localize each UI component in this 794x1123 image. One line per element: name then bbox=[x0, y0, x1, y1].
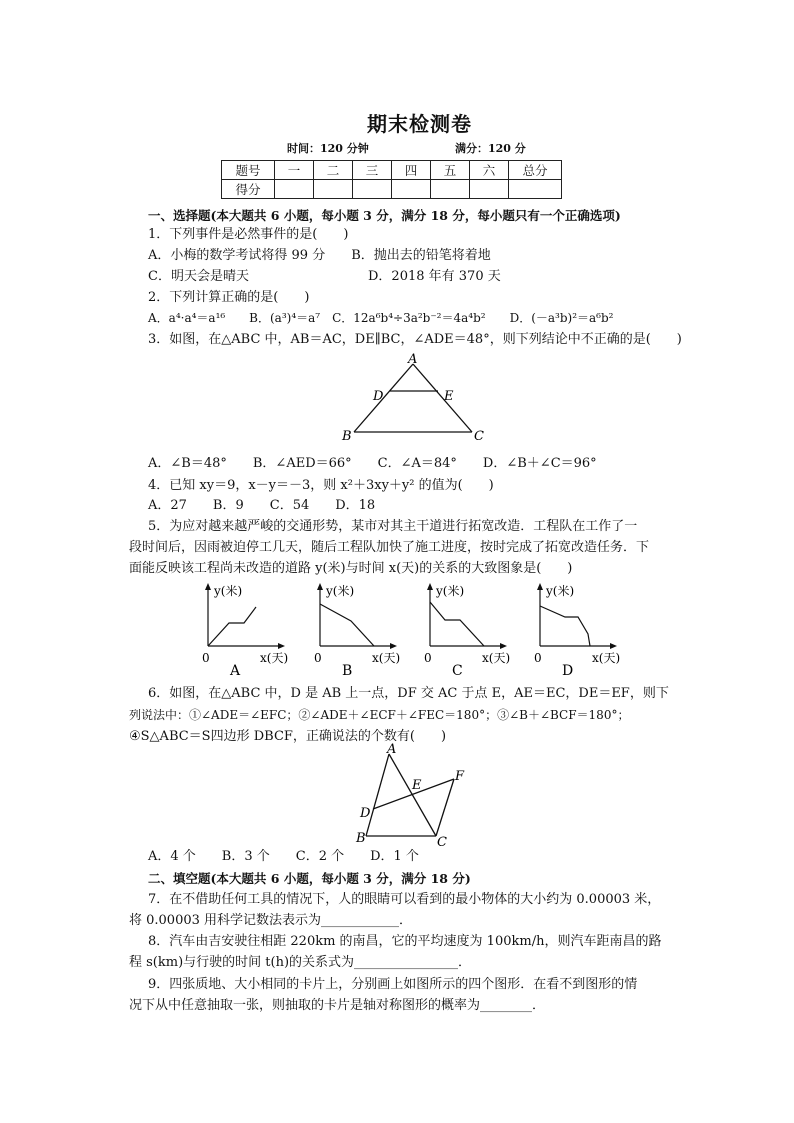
q1-options: A．小梅的数学考试将得 99 分 B．抛出去的铅笔将着地 bbox=[148, 248, 491, 263]
q5-line2: 段时间后，因雨被迫停工几天，随后工程队加快了施工进度，按时完成了拓宽改造任务．下 bbox=[129, 540, 650, 555]
score-input-cell[interactable] bbox=[509, 180, 562, 199]
q1-stem: 1．下列事件是必然事件的是( ) bbox=[148, 227, 349, 242]
q5-line1: 5．为应对越来越严峻的交通形势，某市对其主干道进行拓宽改造．工程队在工作了一 bbox=[148, 519, 638, 534]
triangle-figure-q6 bbox=[348, 742, 478, 852]
q2-options: A．a⁴·a⁴＝a¹⁶ B．(a³)⁴＝a⁷ C．12a⁶b⁴÷3a²b⁻²＝4a⁴b² D．(－a³b)²＝a⁶b² bbox=[148, 311, 614, 325]
time-limit: 时间：120 分钟 bbox=[287, 142, 369, 155]
score-cell: 四 bbox=[392, 161, 431, 180]
score-cell: 三 bbox=[353, 161, 392, 180]
graph-b bbox=[308, 580, 408, 680]
origin-label: 0 bbox=[202, 651, 210, 665]
q6-options: A．4 个 B．3 个 C．2 个 D．1 个 bbox=[148, 849, 419, 864]
axis-x-label: x(天) bbox=[482, 651, 511, 665]
page-title: 期末检测卷 bbox=[367, 112, 472, 136]
score-table bbox=[221, 160, 562, 199]
fig-label: C bbox=[474, 429, 484, 444]
q8-line2: 程 s(km)与行驶的时间 t(h)的关系式为________________． bbox=[129, 955, 472, 970]
score-cell: 一 bbox=[275, 161, 314, 180]
graph-letter: D bbox=[562, 663, 574, 679]
total-score: 满分：120 分 bbox=[455, 142, 526, 155]
fig-label: A bbox=[387, 742, 397, 757]
q6-line2: 列说法中：①∠ADE＝∠EFC；②∠ADE＋∠ECF＋∠FEC＝180°；③∠B＋∠BCF＝180°； bbox=[129, 708, 630, 722]
origin-label: 0 bbox=[534, 651, 542, 665]
graph-a bbox=[196, 580, 296, 680]
score-cell: 六 bbox=[470, 161, 509, 180]
q1-option-c: C．明天会是晴天 bbox=[148, 269, 249, 284]
score-cell: 二 bbox=[314, 161, 353, 180]
fig-label: C bbox=[437, 835, 447, 850]
score-cell: 总分 bbox=[509, 161, 562, 180]
q3-stem: 3．如图，在△ABC 中，AB＝AC，DE∥BC，∠ADE＝48°，则下列结论中不正确的是( ) bbox=[148, 332, 682, 347]
score-cell: 得分 bbox=[222, 180, 275, 199]
axis-x-label: x(天) bbox=[372, 651, 401, 665]
q4-options: A．27 B．9 C．54 D．18 bbox=[148, 498, 376, 513]
q5-line3: 面能反映该工程尚未改造的道路 y(米)与时间 x(天)的关系的大致图象是( ) bbox=[129, 561, 573, 576]
fig-label: F bbox=[455, 769, 465, 784]
graph-d bbox=[528, 580, 628, 680]
q8-line1: 8．汽车由吉安驶往相距 220km 的南昌，它的平均速度为 100km/h，则汽车距南昌的路 bbox=[148, 934, 662, 949]
q6-line1: 6．如图，在△ABC 中，D 是 AB 上一点，DF 交 AC 于点 E，AE＝EC，DE＝EF，则下 bbox=[148, 686, 669, 701]
q7-line1: 7．在不借助任何工具的情况下，人的眼睛可以看到的最小物体的大小约为 0.00003 米， bbox=[148, 892, 661, 907]
score-cell: 题号 bbox=[222, 161, 275, 180]
axis-x-label: x(天) bbox=[260, 651, 289, 665]
score-input-cell[interactable] bbox=[275, 180, 314, 199]
fig-label: A bbox=[408, 352, 418, 367]
fig-label: D bbox=[360, 806, 371, 821]
score-input-cell[interactable] bbox=[431, 180, 470, 199]
score-cell: 五 bbox=[431, 161, 470, 180]
axis-y-label: y(米) bbox=[546, 584, 575, 598]
fig-label: B bbox=[342, 429, 352, 444]
q6-line3: ④S△ABC＝S四边形 DBCF，正确说法的个数有( ) bbox=[129, 729, 447, 744]
fig-label: D bbox=[373, 389, 384, 404]
q2-stem: 2．下列计算正确的是( ) bbox=[148, 290, 310, 305]
axis-y-label: y(米) bbox=[214, 584, 243, 598]
q4-stem: 4．已知 xy＝9，x－y＝－3，则 x²＋3xy＋y² 的值为( ) bbox=[148, 478, 494, 493]
origin-label: 0 bbox=[424, 651, 432, 665]
triangle-figure-q3 bbox=[338, 352, 488, 444]
q3-options: A．∠B＝48° B．∠AED＝66° C．∠A＝84° D．∠B＋∠C＝96° bbox=[148, 456, 597, 471]
graph-c bbox=[418, 580, 518, 680]
graph-letter: B bbox=[342, 663, 353, 679]
origin-label: 0 bbox=[314, 651, 322, 665]
score-input-cell[interactable] bbox=[314, 180, 353, 199]
q7-line2: 将 0.00003 用科学记数法表示为____________． bbox=[129, 913, 413, 928]
section-heading: 一、选择题(本大题共 6 小题，每小题 3 分，满分 18 分，每小题只有一个正确选项) bbox=[148, 208, 621, 223]
q9-line2: 况下从中任意抽取一张，则抽取的卡片是轴对称图形的概率为________． bbox=[129, 998, 546, 1013]
score-table-header-row bbox=[222, 161, 562, 180]
graph-letter: C bbox=[452, 663, 463, 679]
fig-label: E bbox=[444, 389, 454, 404]
section-heading: 二、填空题(本大题共 6 小题，每小题 3 分，满分 18 分) bbox=[148, 871, 471, 886]
fig-label: E bbox=[412, 778, 422, 793]
q1-option-d: D．2018 年有 370 天 bbox=[368, 269, 501, 284]
score-input-cell[interactable] bbox=[392, 180, 431, 199]
axis-y-label: y(米) bbox=[436, 584, 465, 598]
q9-line1: 9．四张质地、大小相同的卡片上，分别画上如图所示的四个图形．在看不到图形的情 bbox=[148, 977, 638, 992]
axis-x-label: x(天) bbox=[592, 651, 621, 665]
fig-label: B bbox=[356, 831, 366, 846]
score-input-cell[interactable] bbox=[470, 180, 509, 199]
score-table-score-row bbox=[222, 180, 562, 199]
score-input-cell[interactable] bbox=[353, 180, 392, 199]
axis-y-label: y(米) bbox=[326, 584, 355, 598]
graph-letter: A bbox=[230, 663, 241, 679]
